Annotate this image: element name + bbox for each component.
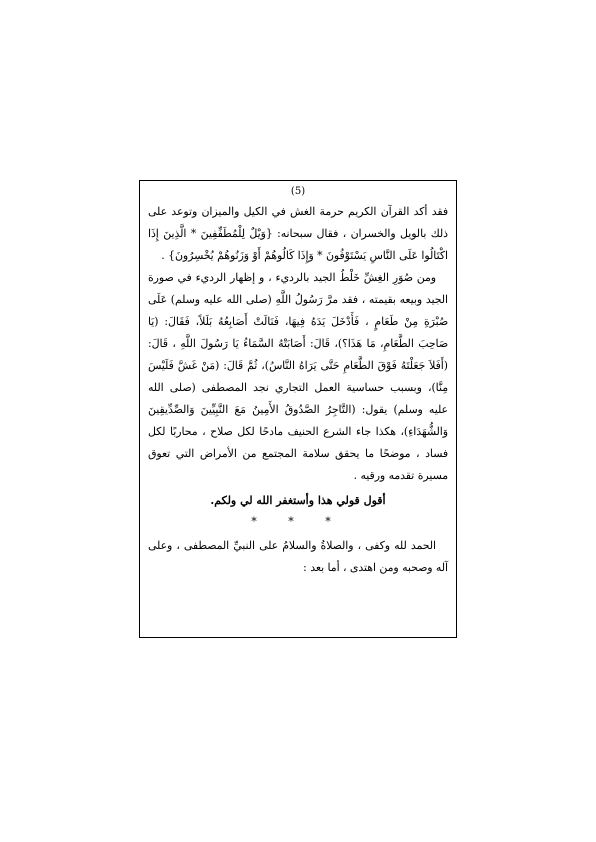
paragraph-second-sermon-opening: الحمد لله وكفى ، والصلاةُ والسلامُ على النبيِّ المصطفى ، وعلى آله وصحبه ومن اهتدى ، أما بعد :: [148, 539, 448, 574]
section-separator: * * *: [251, 515, 345, 528]
page-number: (5): [290, 186, 306, 197]
paragraph-hadith: ومن صُوَرِ الغِشِّ خَلْطُ الجيد بالرديء ، و إظهار الرديء في صورة الجيد وبيعه بقيمته ، فقد مرَّ رَسُولُ اللَّهِ (صلى الله عليه وسلم) عَلَى صُبْرَةِ مِنْ طَعَامٍ ، فَأَدْخَلَ يَدَهُ فِيهَا، فَنَالَتْ أَصَابِعُهُ بَلَلاً، فَقَالَ: (يَا صَاحِبَ الطَّعَامِ، مَا هَذَا؟)، قَالَ: أَصَابَتْهُ السَّمَاءُ يَا رَسُولَ اللَّهِ ، قَالَ: (أَفَلاَ جَعَلْتَهُ فَوْقَ الطَّعَامِ حَتَّى يَرَاهُ النَّاسُ)، ثُمَّ قَالَ: (مَنْ غَشَّ فَلَيْسَ مِنَّا)، وبسبب حساسية العمل التجاري نجد المصطفى (صلى الله عليه وسلم) يقول: (التَّاجِرُ الصَّدُوقُ الأَمِينُ مَعَ النَّبِيِّينَ وَالصِّدِّيقِينَ وَالشُّهَدَاءِ)، هكذا جاء الشرع الحنيف مادحًا لكل صلاح ، محاربًا لكل فساد ، موضحًا ما يحقق سلامة المجتمع من الأمراض التي تعوق مسيرة تقدمه ورقيه .: [148, 271, 448, 482]
paragraph-quran-verse: فقد أكد القرآن الكريم حرمة الغش في الكيل والميزان وتوعد على ذلك بالويل والخسران ، فقال سبحانه: {وَيْلٌ لِلْمُطَفِّفِينَ * الَّذِينَ إِذَا اكْتَالُوا عَلَى النَّاسِ يَسْتَوْفُونَ * وَإِذَا كَالُوهُمْ أَوْ وَزَنُوهُمْ يُخْسِرُونَ} .: [148, 205, 448, 262]
page-content: [148, 185, 448, 579]
closing-supplication: أقول قولي هذا وأستغفر الله لي ولكم.: [210, 494, 386, 507]
